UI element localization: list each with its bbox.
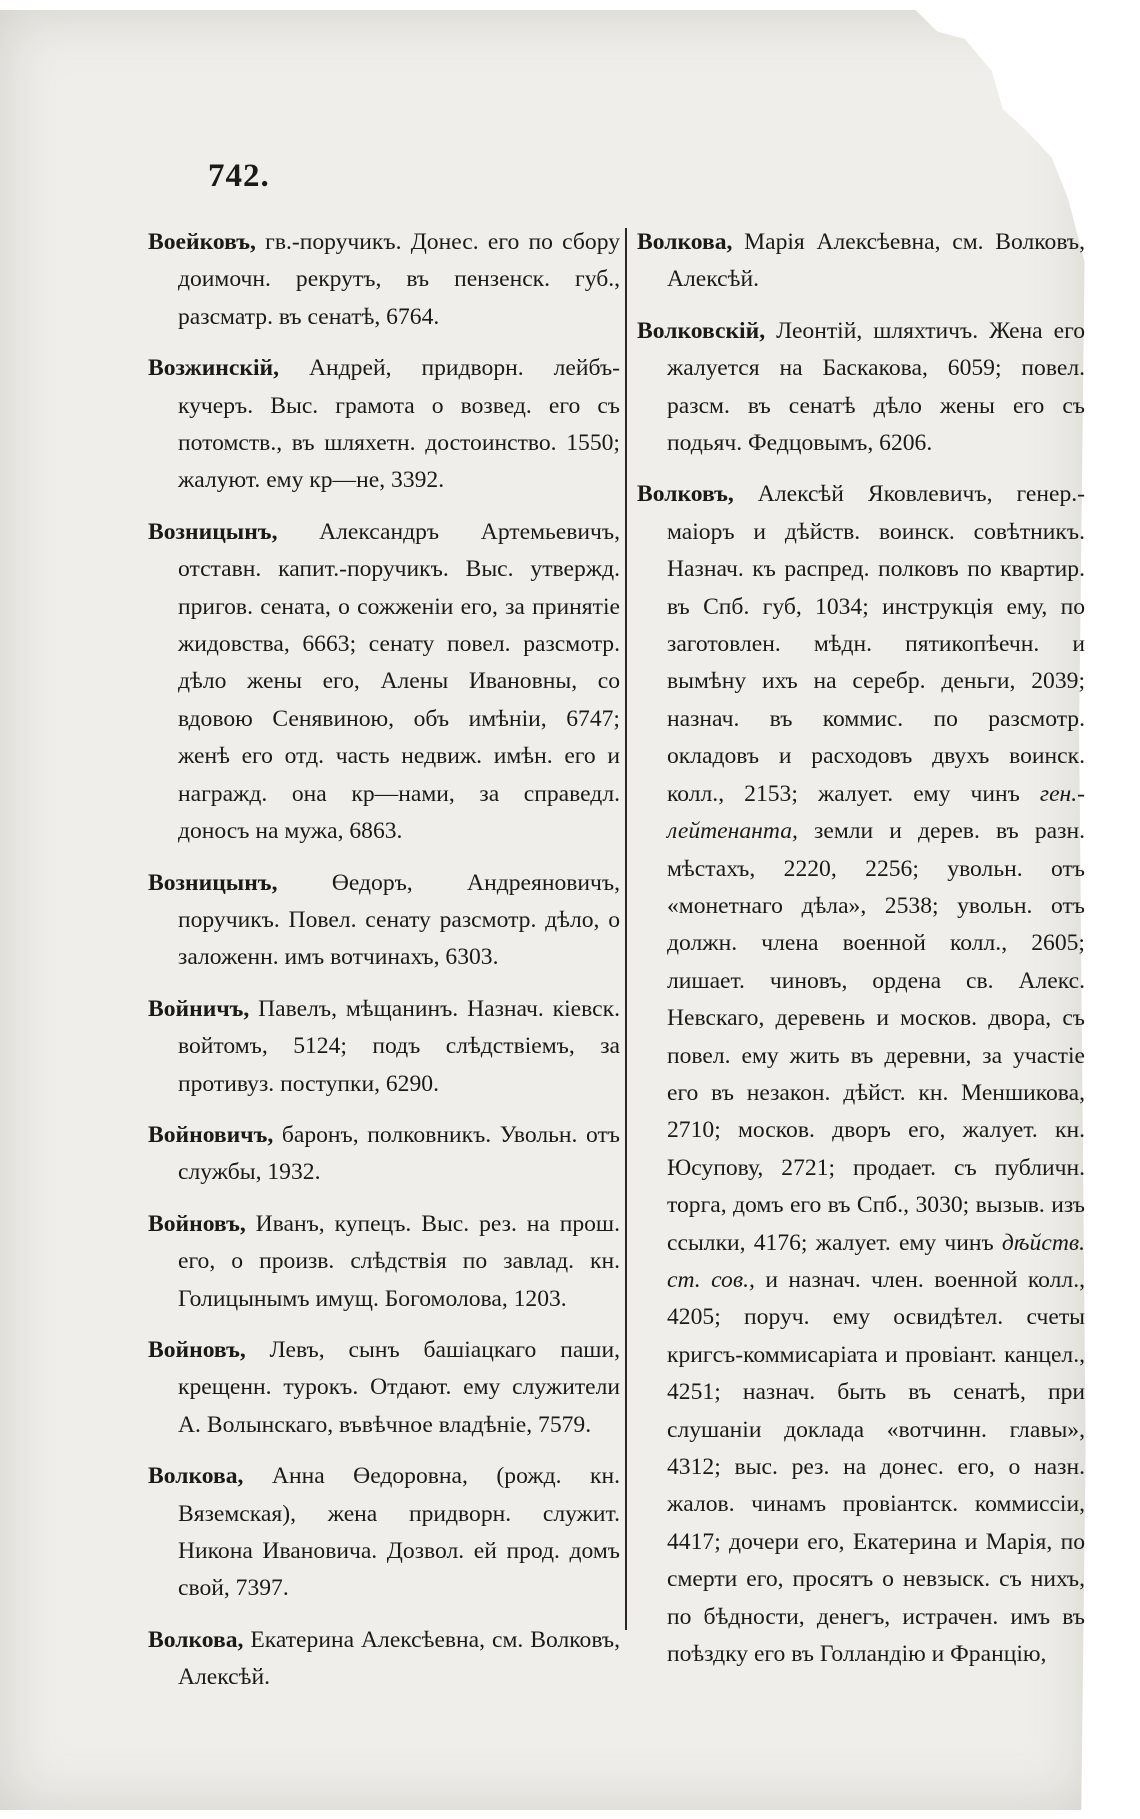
entry-text: Левъ, сынъ башіацкаго паши, крещенн. турокъ. Отдают. ему служители А. Волынскаго, въвѣчное владѣніе, 7579. (178, 1336, 620, 1438)
entry-text: гв.-поручикъ. Донес. его по сбору доимочн. рекрутъ, въ пензенск. губ., разсматр. въ сенатѣ, 6764. (178, 229, 620, 330)
entry-text: Екатерина Алексѣевна, см. Волковъ, Алексѣй. (178, 1626, 620, 1691)
entry (148, 991, 620, 1103)
entry-text: Александръ Артемьевичъ, отставн. капит.-поручикъ. Выс. утвержд. пригов. сената, о сожженіи его, за принятіе жидовства, 6663; сенату повел. разсмотр. дѣло жены его, Алены Ивановны, со вдовою Сенявиною, объ имѣніи, 6747; женѣ его отд. часть недвиж. имѣн. его и награжд. она кр—нами, за справедл. доносъ на мужа, 6863. (178, 518, 620, 845)
entry-text: Леонтій, шляхтичъ. Жена его жалуется на Баскакова, 6059; повел. разсм. въ сенатѣ дѣло жены его съ подьяч. Федцовымъ, 6206. (667, 317, 1085, 457)
entry-headword: Войновичъ, (148, 1121, 274, 1148)
entry-headword: Воейковъ, (148, 229, 256, 255)
entry (148, 865, 620, 977)
entry (148, 1458, 620, 1608)
entry-headword: Войничъ, (148, 995, 250, 1022)
entry (148, 350, 620, 500)
entry-headword: Волкова, (148, 1626, 244, 1653)
entry (637, 476, 1085, 1673)
entry (637, 313, 1085, 463)
entry-headword: Волковъ, (637, 481, 734, 508)
entry (148, 1622, 620, 1697)
entry-headword: Возницынъ, (148, 518, 278, 545)
entry-text: Өедоръ, Андреяновичъ, поручикъ. Повел. сенату разсмотр. дѣло, о заложенн. имъ вотчинахъ, 6303. (178, 869, 620, 971)
column-divider (625, 228, 627, 1630)
left-column (148, 224, 620, 1711)
entry (148, 1332, 620, 1444)
entry (148, 224, 620, 336)
entry-text: Андрей, придворн. лейбъ-кучеръ. Выс. грамота о возвед. его съ потомств., въ шляхетн. достоинство. 1550; жалуют. ему кр—не, 3392. (178, 355, 620, 494)
entry-text: Анна Өедоровна, (рожд. кн. Вяземская), жена придворн. служит. Никона Ивановича. Дозвол. ей прод. домъ свой, 7397. (178, 1463, 620, 1602)
entry (148, 1117, 620, 1192)
entry-text: земли и дерев. въ разн. мѣстахъ, 2220, 2256; увольн. отъ «монетнаго дѣла», 2538; увольн. отъ должн. члена военной колл., 2605; лишает. чиновъ, ордена св. Алекс. Невскаго, деревень и москов. двора, съ повел. ему жить въ деревни, за участіе его въ незакон. дѣйст. кн. Меншикова, 2710; москов. дворъ его, жалует. кн. Юсупову, 2721; продает. съ публичн. торга, домъ его въ Спб., 3030; вызыв. изъ ссылки, 4176; жалует. ему чинъ (667, 818, 1085, 1256)
entry-headword: Волкова, (637, 229, 733, 255)
entry-text: Марія Алексѣевна, см. Волковъ, Алексѣй. (667, 229, 1085, 293)
entry-text: и назнач. член. военной колл., 4205; поруч. ему освидѣтел. счеты кригсъ-коммисаріата и провіант. канцел., 4251; назнач. быть въ сенатѣ, при слушаніи доклада «вотчинн. главы», 4312; выс. рез. на донес. его, о назн. жалов. чинамъ провіантск. коммиссіи, 4417; дочери его, Екатерина и Марія, по смерти его, просятъ о невзыск. съ нихъ, по бѣдности, денегъ, истрачен. имъ въ поѣздку его въ Голландію и Францію, (667, 1266, 1085, 1668)
entry-headword: Волкова, (148, 1463, 244, 1490)
entry (148, 514, 620, 851)
entry-italic-text: дѣйств. ст. сов., (667, 1229, 1085, 1293)
right-column (637, 224, 1085, 1687)
entry-headword: Возницынъ, (148, 869, 278, 896)
entry-headword: Войновъ, (148, 1336, 246, 1363)
entry-headword: Возжинскій, (148, 355, 279, 382)
entry-headword: Войновъ, (148, 1210, 246, 1237)
entry-text: Иванъ, купецъ. Выс. рез. на прош. его, о произв. слѣдствія по завлад. кн. Голицынымъ имущ. Богомолова, 1203. (178, 1210, 620, 1312)
page-number: 742. (208, 158, 270, 194)
entry-italic-text: ген.-лейтенанта, (667, 780, 1085, 845)
entry-text: Алексѣй Яковлевичъ, генер.-маіоръ и дѣйств. воинск. совѣтникъ. Назнач. къ распред. полковъ по квартир. въ Спб. губ, 1034; инструкція ему, по заготовлен. мѣдн. пятикопѣечн. и вымѣну ихъ на серебр. деньги, 2039; назнач. въ коммис. по разсмотр. окладовъ и расходовъ двухъ воинск. колл., 2153; жалует. ему чинъ (667, 481, 1085, 807)
entry (637, 224, 1085, 299)
entry-text: Павелъ, мѣщанинъ. Назнач. кіевск. войтомъ, 5124; подъ слѣдствіемъ, за противуз. поступки, 6290. (178, 995, 620, 1097)
entry (148, 1206, 620, 1318)
entry-text: баронъ, полковникъ. Увольн. отъ службы, 1932. (178, 1121, 620, 1186)
entry-headword: Волковскій, (637, 317, 766, 344)
